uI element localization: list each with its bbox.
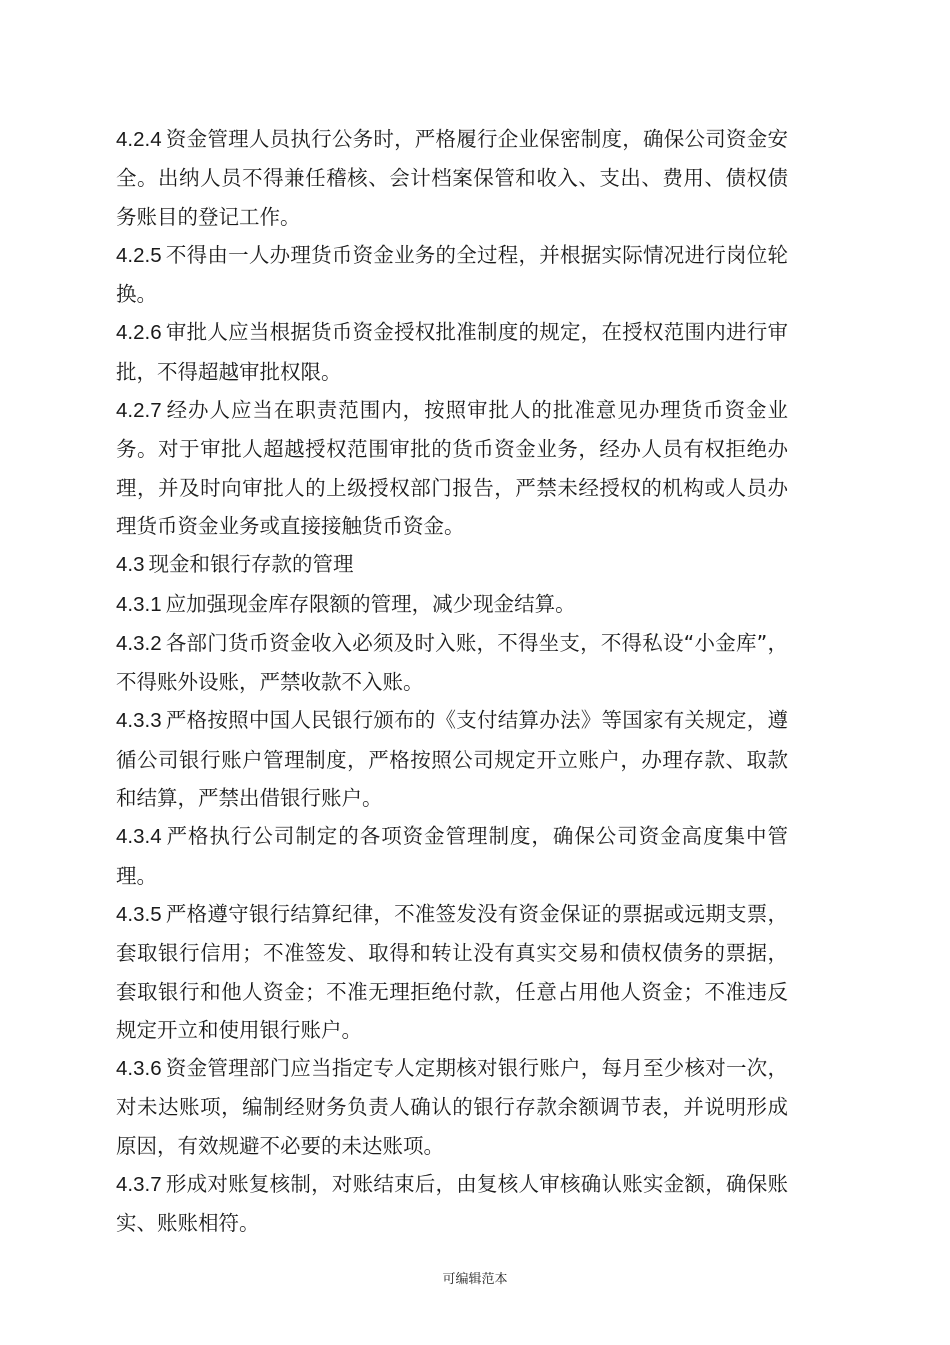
- paragraph-4-3-2: [116, 624, 788, 702]
- heading-text: 现金和银行存款的管理: [148, 552, 354, 577]
- paragraph-text: 资金管理部门应当指定专人定期核对银行账户，每月至少核对一次，对未达账项，编制经财务负责人确认的银行存款余额调节表，并说明形成原因，有效规避不必要的未达账项。: [116, 1056, 788, 1158]
- section-number: 4.3.5: [116, 902, 162, 926]
- paragraph-4-3-6: [116, 1049, 788, 1165]
- section-number: 4.2.5: [116, 243, 162, 267]
- section-number: 4.3.6: [116, 1057, 162, 1081]
- paragraph-4-3-7: [116, 1165, 788, 1243]
- paragraph-text: 严格执行公司制定的各项资金管理制度，确保公司资金高度集中管理。: [116, 824, 788, 888]
- paragraph-text: 形成对账复核制，对账结束后，由复核人审核确认账实金额，确保账实、账账相符。: [116, 1172, 788, 1236]
- paragraph-4-2-7: [116, 391, 788, 545]
- paragraph-4-2-5: [116, 236, 788, 314]
- paragraph-text: 资金管理人员执行公务时，严格履行企业保密制度，确保公司资金安全。出纳人员不得兼任稽核、会计档案保管和收入、支出、费用、债权债务账目的登记工作。: [116, 127, 788, 229]
- paragraph-4-3-3: [116, 701, 788, 817]
- document-body: [116, 120, 788, 1243]
- section-number: 4.3: [116, 553, 145, 577]
- page-footer: 可编辑范本: [442, 1272, 508, 1287]
- section-number: 4.3.4: [116, 825, 162, 849]
- paragraph-text: 不得由一人办理货币资金业务的全过程，并根据实际情况进行岗位轮换。: [116, 242, 788, 307]
- paragraph-text: 严格按照中国人民银行颁布的《支付结算办法》等国家有关规定，遵循公司银行账户管理制度，严格按照公司规定开立账户，办理存款、取款和结算，严禁出借银行账户。: [116, 708, 788, 811]
- paragraph-text: 审批人应当根据货币资金授权批准制度的规定，在授权范围内进行审批，不得超越审批权限。: [116, 320, 788, 384]
- paragraph-4-2-6: [116, 313, 788, 391]
- section-number: 4.2.6: [116, 321, 162, 345]
- section-number: 4.2.4: [116, 128, 162, 151]
- paragraph-4-2-4: [116, 120, 788, 236]
- paragraph-text: 应加强现金库存限额的管理，减少现金结算。: [165, 591, 576, 616]
- section-number: 4.2.7: [116, 399, 162, 423]
- paragraph-text: 严格遵守银行结算纪律，不准签发没有资金保证的票据或远期支票，套取银行信用；不准签发、取得和转让没有真实交易和债权债务的票据，套取银行和他人资金；不准无理拒绝付款，任意占用他人资金；不准违反规定开立和使用银行账户。: [116, 901, 788, 1042]
- paragraph-4-3-5: [116, 895, 788, 1049]
- section-number: 4.3.2: [116, 631, 162, 655]
- section-number: 4.3.7: [116, 1173, 162, 1197]
- paragraph-4-3-4: [116, 817, 788, 895]
- section-number: 4.3.1: [116, 592, 162, 616]
- paragraph-text: 经办人应当在职责范围内，按照审批人的批准意见办理货币资金业务。对于审批人超越授权范围审批的货币资金业务，经办人员有权拒绝办理，并及时向审批人的上级授权部门报告，严禁未经授权的机构或人员办理货币资金业务或直接接触货币资金。: [116, 398, 788, 538]
- heading-4-3: [116, 545, 788, 584]
- paragraph-4-3-1: [116, 585, 788, 624]
- paragraph-text: 各部门货币资金收入必须及时入账，不得坐支，不得私设“小金库”，不得账外设账，严禁收款不入账。: [116, 630, 788, 695]
- section-number: 4.3.3: [116, 709, 162, 733]
